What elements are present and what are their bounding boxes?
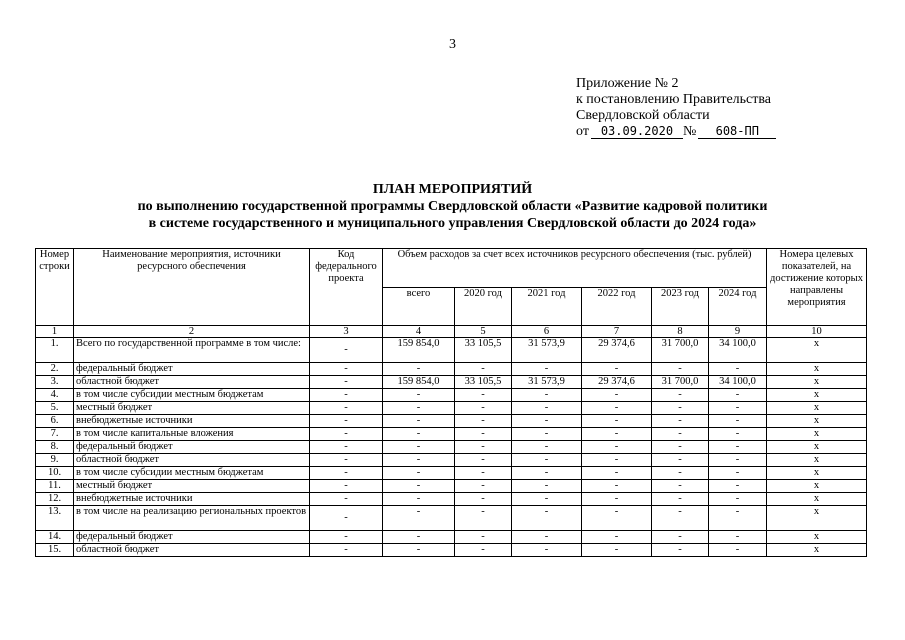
expense-total: - — [383, 363, 455, 376]
plan-title: ПЛАН МЕРОПРИЯТИЙ — [372, 182, 533, 197]
expense-2024: - — [709, 389, 767, 402]
header-2022: 2022 год — [582, 288, 652, 326]
row-name: Всего по государственной программе в том числе: — [74, 338, 310, 363]
target-indicator: x — [767, 389, 867, 402]
row-number: 14. — [36, 531, 74, 544]
expense-2022: - — [582, 493, 652, 506]
federal-project-code: - — [310, 454, 383, 467]
table-row — [36, 467, 867, 480]
expense-2022: - — [582, 506, 652, 531]
column-number: 6 — [512, 326, 582, 338]
target-indicator: x — [767, 376, 867, 389]
expense-total: - — [383, 389, 455, 402]
row-number: 2. — [36, 363, 74, 376]
expense-2021: - — [512, 480, 582, 493]
expense-2023: - — [652, 415, 709, 428]
expense-2024: 34 100,0 — [709, 376, 767, 389]
table-row — [36, 531, 867, 544]
date-prefix: от — [576, 124, 589, 139]
expense-total: - — [383, 506, 455, 531]
federal-project-code: - — [310, 506, 383, 531]
federal-project-code: - — [310, 376, 383, 389]
page-number: 3 — [449, 37, 456, 52]
expense-2021: - — [512, 467, 582, 480]
expense-total: - — [383, 454, 455, 467]
expense-2022: - — [582, 467, 652, 480]
expense-2020: - — [455, 441, 512, 454]
expense-2021: - — [512, 441, 582, 454]
expense-2024: - — [709, 428, 767, 441]
expense-2021: - — [512, 363, 582, 376]
row-name: областной бюджет — [74, 544, 310, 557]
expense-total: - — [383, 415, 455, 428]
expense-2024: - — [709, 506, 767, 531]
expense-2023: 31 700,0 — [652, 376, 709, 389]
target-indicator: x — [767, 428, 867, 441]
expense-total: - — [383, 480, 455, 493]
table-row — [36, 428, 867, 441]
expense-2021: - — [512, 428, 582, 441]
expense-2020: - — [455, 428, 512, 441]
expense-2020: - — [455, 415, 512, 428]
expense-total: - — [383, 544, 455, 557]
row-name: федеральный бюджет — [74, 441, 310, 454]
expense-2021: - — [512, 544, 582, 557]
column-number: 5 — [455, 326, 512, 338]
expense-2024: - — [709, 441, 767, 454]
row-number: 1. — [36, 338, 74, 363]
expense-2021: - — [512, 415, 582, 428]
expense-2023: - — [652, 506, 709, 531]
appendix-line-3: Свердловской области — [576, 108, 710, 123]
table-row — [36, 454, 867, 467]
header-name: Наименование мероприятия, источники ресурсного обеспечения — [74, 249, 310, 326]
column-number: 2 — [74, 326, 310, 338]
expense-2021: - — [512, 531, 582, 544]
target-indicator: x — [767, 493, 867, 506]
expense-2020: - — [455, 363, 512, 376]
expense-2024: - — [709, 544, 767, 557]
expense-2022: - — [582, 454, 652, 467]
header-row-number: Номер строки — [36, 249, 74, 326]
row-name: местный бюджет — [74, 402, 310, 415]
federal-project-code: - — [310, 531, 383, 544]
column-number: 9 — [709, 326, 767, 338]
expense-2024: - — [709, 402, 767, 415]
header-expenses: Объем расходов за счет всех источников ресурсного обеспечения (тыс. рублей) — [383, 249, 767, 288]
row-number: 10. — [36, 467, 74, 480]
row-number: 8. — [36, 441, 74, 454]
appendix-line-1: Приложение № 2 — [576, 76, 679, 91]
target-indicator: x — [767, 467, 867, 480]
expense-2022: - — [582, 415, 652, 428]
expense-2021: - — [512, 454, 582, 467]
federal-project-code: - — [310, 363, 383, 376]
row-number: 11. — [36, 480, 74, 493]
expense-2023: - — [652, 428, 709, 441]
expense-2024: - — [709, 480, 767, 493]
table-row — [36, 544, 867, 557]
table-row — [36, 402, 867, 415]
column-number: 1 — [36, 326, 74, 338]
expense-2022: - — [582, 544, 652, 557]
row-name: федеральный бюджет — [74, 531, 310, 544]
federal-project-code: - — [310, 415, 383, 428]
expense-2023: - — [652, 480, 709, 493]
expense-2020: - — [455, 493, 512, 506]
expense-2022: - — [582, 363, 652, 376]
plan-table — [35, 248, 867, 557]
expense-2023: 31 700,0 — [652, 338, 709, 363]
expense-2021: - — [512, 389, 582, 402]
expense-2022: - — [582, 531, 652, 544]
column-number-row — [36, 326, 867, 338]
expense-2020: - — [455, 506, 512, 531]
expense-2023: - — [652, 454, 709, 467]
column-number: 7 — [582, 326, 652, 338]
header-total: всего — [383, 288, 455, 326]
expense-2024: - — [709, 454, 767, 467]
number-prefix: № — [682, 124, 697, 139]
expense-2021: - — [512, 493, 582, 506]
target-indicator: x — [767, 402, 867, 415]
header-row-1 — [36, 249, 867, 288]
expense-2024: - — [709, 493, 767, 506]
target-indicator: x — [767, 531, 867, 544]
federal-project-code: - — [310, 428, 383, 441]
expense-2023: - — [652, 467, 709, 480]
expense-2023: - — [652, 531, 709, 544]
row-name: в том числе субсидии местным бюджетам — [74, 467, 310, 480]
expense-total: - — [383, 428, 455, 441]
expense-2022: - — [582, 441, 652, 454]
target-indicator: x — [767, 544, 867, 557]
expense-total: 159 854,0 — [383, 376, 455, 389]
expense-2023: - — [652, 389, 709, 402]
expense-2020: - — [455, 531, 512, 544]
column-number: 3 — [310, 326, 383, 338]
table-row — [36, 338, 867, 363]
expense-2022: - — [582, 402, 652, 415]
column-number: 4 — [383, 326, 455, 338]
row-name: местный бюджет — [74, 480, 310, 493]
target-indicator: x — [767, 454, 867, 467]
expense-2020: 33 105,5 — [455, 376, 512, 389]
table-row — [36, 363, 867, 376]
expense-2020: 33 105,5 — [455, 338, 512, 363]
row-number: 4. — [36, 389, 74, 402]
expense-2024: - — [709, 363, 767, 376]
expense-2021: - — [512, 506, 582, 531]
table-row — [36, 493, 867, 506]
appendix-line-2: к постановлению Правительства — [576, 92, 772, 107]
row-name: внебюджетные источники — [74, 493, 310, 506]
target-indicator: x — [767, 441, 867, 454]
appendix-block — [576, 76, 776, 140]
row-number: 13. — [36, 506, 74, 531]
expense-total: - — [383, 441, 455, 454]
row-name: областной бюджет — [74, 454, 310, 467]
expense-2021: - — [512, 402, 582, 415]
row-name: в том числе капитальные вложения — [74, 428, 310, 441]
row-name: внебюджетные источники — [74, 415, 310, 428]
plan-subtitle-line-1: по выполнению государственной программы Свердловской области «Развитие кадровой политики — [137, 199, 768, 214]
row-number: 7. — [36, 428, 74, 441]
resolution-number: 608-ПП — [698, 125, 776, 139]
expense-2020: - — [455, 389, 512, 402]
row-number: 5. — [36, 402, 74, 415]
expense-2024: 34 100,0 — [709, 338, 767, 363]
target-indicator: x — [767, 415, 867, 428]
row-name: в том числе на реализацию региональных проектов — [74, 506, 310, 531]
row-number: 9. — [36, 454, 74, 467]
table-row — [36, 480, 867, 493]
expense-2020: - — [455, 402, 512, 415]
federal-project-code: - — [310, 441, 383, 454]
row-number: 6. — [36, 415, 74, 428]
header-2020: 2020 год — [455, 288, 512, 326]
expense-2021: 31 573,9 — [512, 376, 582, 389]
header-targets: Номера целевых показателей, на достижение которых направлены мероприятия — [767, 249, 867, 326]
table-row — [36, 415, 867, 428]
row-number: 12. — [36, 493, 74, 506]
expense-total: - — [383, 402, 455, 415]
expense-2023: - — [652, 402, 709, 415]
row-number: 3. — [36, 376, 74, 389]
expense-2020: - — [455, 480, 512, 493]
expense-2024: - — [709, 467, 767, 480]
expense-2022: 29 374,6 — [582, 338, 652, 363]
expense-2023: - — [652, 363, 709, 376]
header-2023: 2023 год — [652, 288, 709, 326]
target-indicator: x — [767, 363, 867, 376]
expense-total: - — [383, 493, 455, 506]
expense-2022: - — [582, 389, 652, 402]
column-number: 10 — [767, 326, 867, 338]
table-row — [36, 506, 867, 531]
row-name: областной бюджет — [74, 376, 310, 389]
expense-total: - — [383, 467, 455, 480]
header-2024: 2024 год — [709, 288, 767, 326]
expense-2020: - — [455, 467, 512, 480]
expense-2022: 29 374,6 — [582, 376, 652, 389]
expense-2023: - — [652, 544, 709, 557]
header-code: Код федерального проекта — [310, 249, 383, 326]
expense-2021: 31 573,9 — [512, 338, 582, 363]
expense-2023: - — [652, 493, 709, 506]
appendix-date-line — [576, 124, 776, 140]
federal-project-code: - — [310, 480, 383, 493]
federal-project-code: - — [310, 338, 383, 363]
expense-2022: - — [582, 428, 652, 441]
expense-total: - — [383, 531, 455, 544]
expense-2020: - — [455, 454, 512, 467]
row-name: в том числе субсидии местным бюджетам — [74, 389, 310, 402]
header-2021: 2021 год — [512, 288, 582, 326]
row-number: 15. — [36, 544, 74, 557]
federal-project-code: - — [310, 389, 383, 402]
expense-2024: - — [709, 531, 767, 544]
plan-subtitle-line-2: в системе государственного и муниципального управления Свердловской области до 2024 года» — [148, 216, 757, 231]
federal-project-code: - — [310, 493, 383, 506]
expense-2024: - — [709, 415, 767, 428]
table-row — [36, 376, 867, 389]
target-indicator: x — [767, 480, 867, 493]
target-indicator: x — [767, 338, 867, 363]
table-row — [36, 389, 867, 402]
row-name: федеральный бюджет — [74, 363, 310, 376]
expense-2023: - — [652, 441, 709, 454]
resolution-date: 03.09.2020 — [591, 125, 683, 139]
expense-2020: - — [455, 544, 512, 557]
target-indicator: x — [767, 506, 867, 531]
expense-2022: - — [582, 480, 652, 493]
federal-project-code: - — [310, 467, 383, 480]
expense-total: 159 854,0 — [383, 338, 455, 363]
federal-project-code: - — [310, 544, 383, 557]
column-number: 8 — [652, 326, 709, 338]
federal-project-code: - — [310, 402, 383, 415]
table-row — [36, 441, 867, 454]
